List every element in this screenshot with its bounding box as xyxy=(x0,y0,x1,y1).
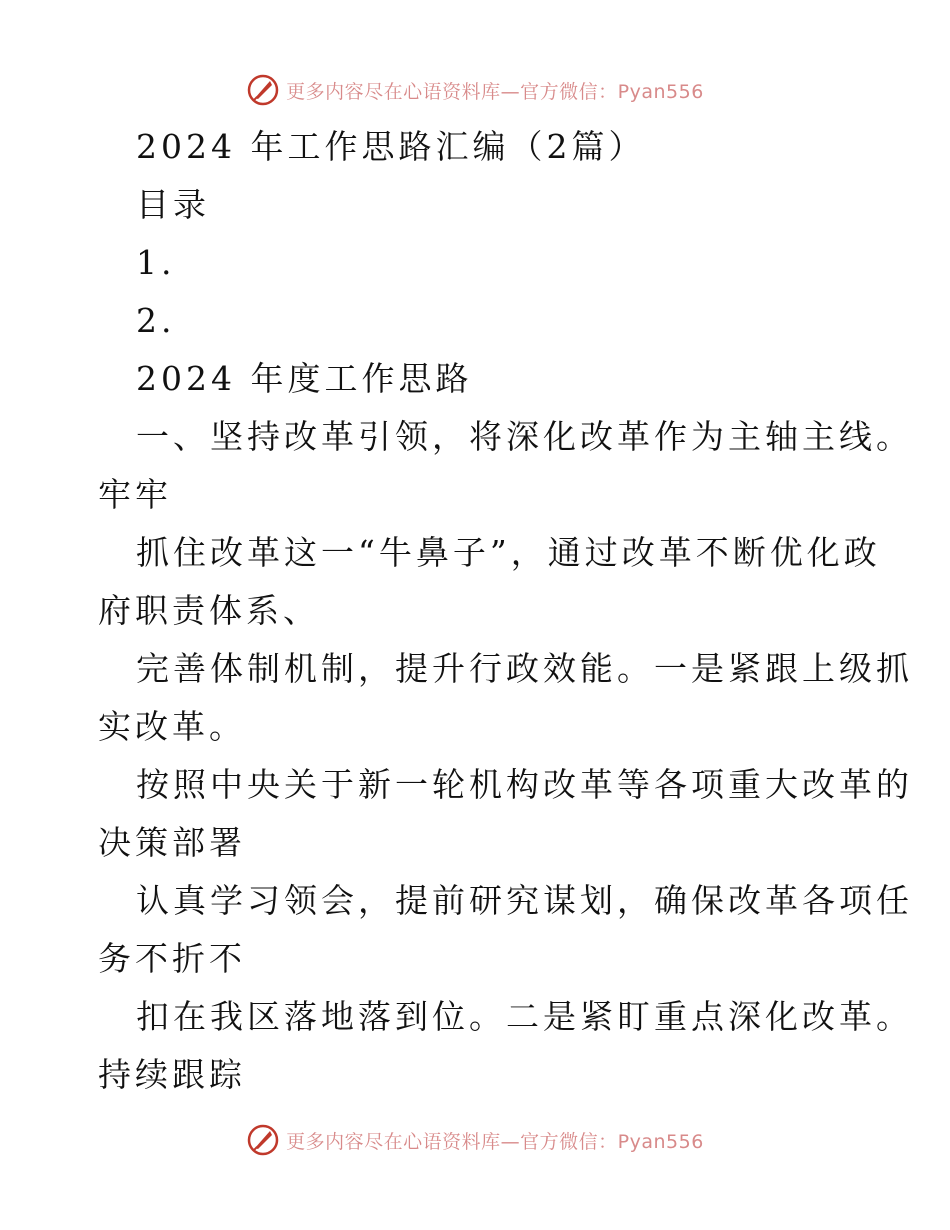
paragraph-line: 认真学习领会，提前研究谋划，确保改革各项任 xyxy=(136,881,913,920)
paragraph-line: 持续跟踪 xyxy=(98,1055,246,1094)
toc-item-2: 2. xyxy=(136,301,176,340)
header-watermark-text: 更多内容尽在心语资料库—官方微信：Pyan556 xyxy=(286,80,704,103)
paragraph-line: 府职责体系、 xyxy=(98,591,320,630)
quill-logo-icon xyxy=(246,1123,280,1157)
quill-logo-icon xyxy=(246,73,280,107)
toc-heading: 目录 xyxy=(136,185,210,224)
footer-watermark-text: 更多内容尽在心语资料库—官方微信：Pyan556 xyxy=(286,1130,704,1153)
toc-item-1: 1. xyxy=(136,243,176,282)
paragraph-line: 一、坚持改革引领，将深化改革作为主轴主线。 xyxy=(136,417,913,456)
section-title: 2024 年度工作思路 xyxy=(136,359,473,398)
document-title: 2024 年工作思路汇编（2篇） xyxy=(136,127,646,166)
paragraph-line: 扣在我区落地落到位。二是紧盯重点深化改革。 xyxy=(136,997,913,1036)
paragraph-line: 决策部署 xyxy=(98,823,246,862)
header-watermark xyxy=(0,70,950,110)
paragraph-line: 务不折不 xyxy=(98,939,246,978)
paragraph-line: 按照中央关于新一轮机构改革等各项重大改革的 xyxy=(136,765,913,804)
paragraph-line: 抓住改革这一“牛鼻子”，通过改革不断优化政 xyxy=(136,533,881,572)
document-body xyxy=(0,118,950,1104)
paragraph-line: 实改革。 xyxy=(98,707,246,746)
footer-watermark xyxy=(0,1120,950,1160)
paragraph-line: 完善体制机制，提升行政效能。一是紧跟上级抓 xyxy=(136,649,913,688)
paragraph-line: 牢牢 xyxy=(98,475,172,514)
